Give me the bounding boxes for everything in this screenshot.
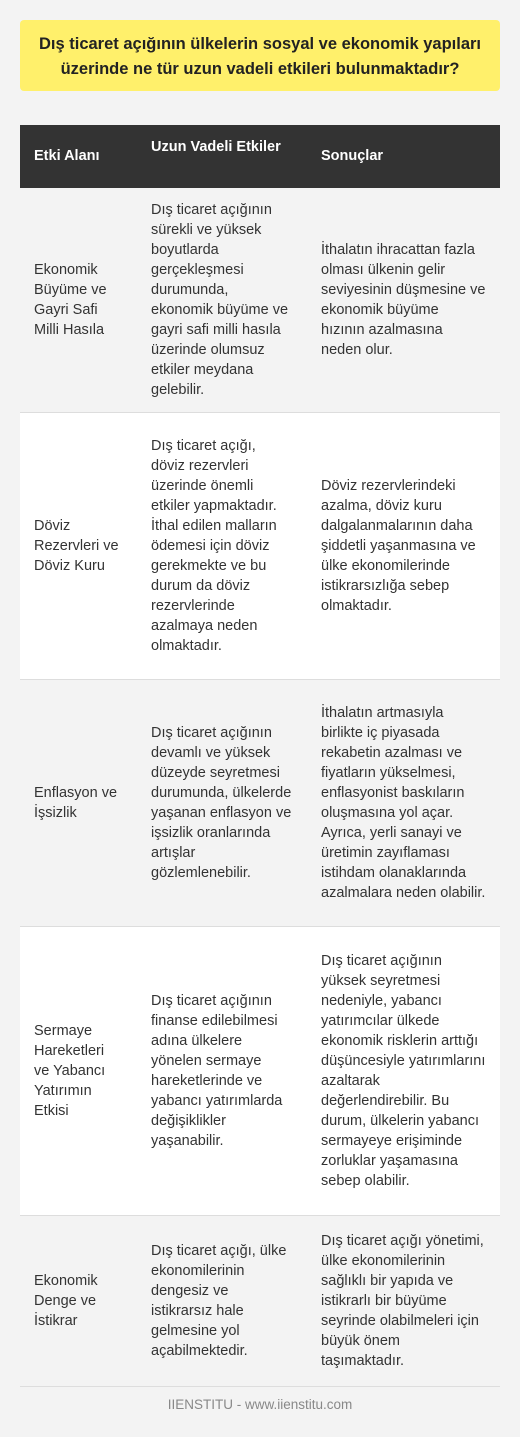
cell-effects <box>137 1216 307 1386</box>
cell-effects <box>137 927 307 1215</box>
effects-text: Dış ticaret açığı, ülke ekonomilerinin dengesiz ve istikrarsız hale gelmesine yol açabilmektedir. <box>151 1243 287 1359</box>
table-row <box>20 1216 500 1387</box>
area-text: Enflasyon ve İşsizlik <box>34 785 118 821</box>
cell-results <box>307 680 500 926</box>
header-area: Etki Alanı <box>34 148 100 164</box>
cell-results <box>307 413 500 679</box>
cell-area <box>20 680 137 926</box>
area-text: Döviz Rezervleri ve Döviz Kuru <box>34 518 119 574</box>
area-text: Sermaye Hareketleri ve Yabancı Yatırımın Etkisi <box>34 1023 106 1119</box>
effects-text: Dış ticaret açığının devamlı ve yüksek düzeyde seyretmesi durumunda, ülkelerde yaşanan enflasyon ve işsizlik oranlarında artışlar gözlemlenebilir. <box>151 725 292 881</box>
cell-effects <box>137 680 307 926</box>
results-text: Dış ticaret açığının yüksek seyretmesi nedeniyle, yabancı yatırımcılar ülkede ekonomik risklerin arttığı düşüncesiyle yatırımlarını azaltarak değerlendirebilir. Bu durum, ülkelerin yabancı sermayeye erişiminde zorluklar yaşamasına sebep olabilir. <box>321 953 486 1189</box>
results-text: İthalatın ihracattan fazla olması ülkenin gelir seviyesinin düşmesine ve ekonomik büyüme hızının azalmasına neden olur. <box>321 242 486 358</box>
footer-credit: IIENSTITU - www.iienstitu.com <box>167 1397 353 1412</box>
results-text: Döviz rezervlerindeki azalma, döviz kuru dalgalanmalarının daha şiddetli yaşanmasına ve ülke ekonomilerinde istikrarsızlığa sebep olmaktadır. <box>321 478 476 614</box>
header-effects: Uzun Vadeli Etkiler <box>151 139 281 155</box>
area-text: Ekonomik Denge ve İstikrar <box>34 1273 98 1329</box>
effects-text: Dış ticaret açığı, döviz rezervleri üzerinde önemli etkiler yapmaktadır. İthal edilen malların ödemesi için döviz gerekmekte ve bu durum da döviz rezervlerinde azalmaya neden olmaktadır. <box>151 438 277 654</box>
title-banner <box>20 20 500 91</box>
effects-text: Dış ticaret açığının finanse edilebilmesi adına ülkelere yönelen sermaye hareketlerinde ve yabancı yatırımlarda değişiklikler yaşanabilir. <box>151 993 283 1149</box>
table-header <box>20 125 500 188</box>
table-row <box>20 680 500 927</box>
cell-area <box>20 188 137 412</box>
table-row <box>20 188 500 413</box>
results-text: İthalatın artmasıyla birlikte iç piyasada rekabetin azalması ve fiyatların yükselmesi, enflasyonist baskıların oluşmasına yol açar. Ayrıca, yerli sanayi ve üretimin zayıflaması istihdam olanaklarında azalmalara neden olabilir. <box>321 705 486 901</box>
cell-area <box>20 927 137 1215</box>
effects-text: Dış ticaret açığının sürekli ve yüksek boyutlarda gerçekleşmesi durumunda, ekonomik büyüme ve gayri safi milli hasıla üzerinde olumsuz etkiler meydana gelebilir. <box>151 202 289 398</box>
cell-effects <box>137 413 307 679</box>
cell-results <box>307 188 500 412</box>
effects-table <box>20 125 500 1387</box>
results-text: Dış ticaret açığı yönetimi, ülke ekonomilerinin sağlıklı bir yapıda ve istikrarlı bir büyüme seyrinde olabilmeleri için büyük önem taşımaktadır. <box>321 1233 484 1369</box>
table-row <box>20 413 500 680</box>
cell-area <box>20 1216 137 1386</box>
header-results: Sonuçlar <box>321 148 384 164</box>
table-row <box>20 927 500 1216</box>
area-text: Ekonomik Büyüme ve Gayri Safi Milli Hasıla <box>34 262 107 338</box>
cell-effects <box>137 188 307 412</box>
cell-results <box>307 1216 500 1386</box>
cell-results <box>307 927 500 1215</box>
cell-area <box>20 413 137 679</box>
page-title: Dış ticaret açığının ülkelerin sosyal ve ekonomik yapıları üzerinde ne tür uzun vadeli etkileri bulunmaktadır? <box>38 35 482 78</box>
